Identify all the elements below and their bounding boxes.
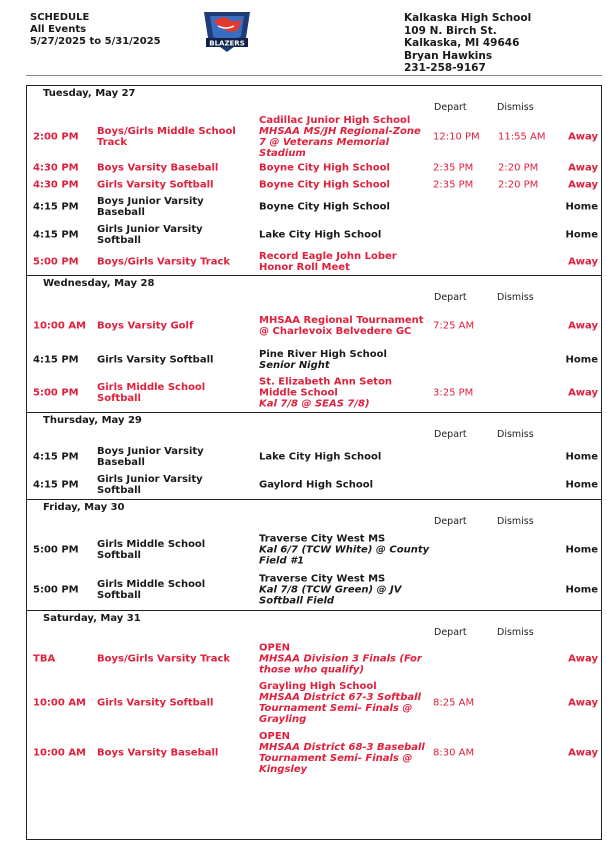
opponent-name: St. Elizabeth Ann Seton Middle School (259, 376, 393, 399)
event-opponent (259, 574, 431, 607)
schedule-subtitle: All Events (30, 24, 87, 35)
event-location: Home (565, 544, 598, 556)
day-section (27, 611, 601, 779)
event-location: Away (568, 653, 598, 665)
opponent-name: Boyne City High School (259, 201, 390, 213)
event-time: 4:15 PM (33, 479, 79, 491)
event-name: Girls Middle School Softball (97, 579, 206, 601)
event-row (27, 639, 601, 679)
depart-time: 7:25 AM (433, 320, 475, 332)
event-name: Girls Varsity Softball (97, 697, 214, 709)
depart-header: Depart (434, 292, 467, 303)
event-row (27, 679, 601, 727)
event-time: 4:15 PM (33, 451, 79, 463)
event-time: 2:00 PM (33, 131, 79, 143)
day-title: Saturday, May 31 (43, 613, 141, 624)
day-section (27, 276, 601, 413)
day-title: Tuesday, May 27 (43, 88, 136, 99)
opponent-name: OPEN (259, 642, 291, 654)
event-name: Girls Middle School Softball (97, 382, 206, 404)
event-name: Girls Varsity Softball (97, 179, 214, 191)
event-opponent (259, 480, 431, 491)
school-info (404, 12, 531, 75)
depart-time: 3:25 PM (433, 387, 474, 399)
event-location: Away (568, 131, 598, 143)
event-note: MHSAA Division 3 Finals (For those who qualify) (259, 653, 422, 676)
event-name: Boys Junior Varsity Baseball (97, 446, 204, 468)
event-note: Senior Night (259, 360, 330, 371)
event-location: Away (568, 256, 598, 268)
dismiss-header: Dismiss (497, 429, 534, 440)
opponent-name: OPEN (259, 731, 291, 742)
day-title: Thursday, May 29 (43, 415, 142, 426)
event-row (27, 443, 601, 471)
event-opponent (259, 180, 431, 191)
event-opponent (259, 681, 431, 725)
event-time: 5:00 PM (33, 584, 79, 596)
school-address: 109 N. Birch St. (404, 24, 497, 37)
event-time: 4:15 PM (33, 201, 79, 213)
schedule-table (26, 85, 602, 840)
event-opponent (259, 349, 431, 371)
event-time: 4:30 PM (33, 162, 79, 173)
opponent-name: Lake City High School (259, 229, 382, 241)
school-name: Kalkaska High School (404, 12, 532, 24)
event-row (27, 177, 601, 193)
event-time: 10:00 AM (33, 697, 87, 709)
column-headers (27, 514, 601, 530)
event-time: 4:15 PM (33, 354, 79, 366)
depart-time: 2:35 PM (433, 179, 474, 191)
event-row (27, 570, 601, 610)
event-row (27, 530, 601, 570)
event-name: Boys/Girls Varsity Track (97, 653, 231, 665)
event-note: MHSAA District 67-3 Softball Tournament Semi- Finals @ Grayling (259, 692, 421, 725)
depart-header: Depart (434, 627, 467, 638)
opponent-name: Gaylord High School (259, 479, 374, 491)
event-time: 10:00 AM (33, 320, 87, 332)
event-location: Away (568, 179, 598, 191)
event-note: MHSAA District 68-3 Baseball Tournament Semi- Finals @ Kingsley (259, 742, 425, 775)
event-row (27, 221, 601, 249)
event-name: Girls Junior Varsity Softball (97, 224, 203, 246)
depart-time: 12:10 PM (433, 131, 480, 143)
event-location: Away (568, 697, 598, 709)
dismiss-header: Dismiss (497, 627, 534, 638)
event-time: 4:30 PM (33, 179, 79, 191)
event-name: Boys Junior Varsity Baseball (97, 196, 204, 218)
opponent-name: Traverse City West MS (259, 573, 386, 585)
event-row (27, 374, 601, 412)
opponent-name: Lake City High School (259, 451, 382, 463)
opponent-name: Grayling High School (259, 681, 377, 692)
event-opponent (259, 534, 431, 567)
event-row (27, 306, 601, 346)
event-row (27, 158, 601, 177)
opponent-name: Pine River High School (259, 349, 387, 360)
event-name: Boys Varsity Golf (97, 320, 194, 332)
event-location: Away (568, 162, 598, 173)
dismiss-header: Dismiss (497, 102, 534, 113)
event-row (27, 249, 601, 275)
opponent-name: Boyne City High School (259, 162, 390, 173)
event-opponent (259, 162, 431, 173)
event-name: Girls Middle School Softball (97, 539, 206, 561)
event-time: 5:00 PM (33, 256, 79, 268)
schedule-date-range: 5/27/2025 to 5/31/2025 (30, 36, 161, 47)
event-location: Home (565, 201, 598, 213)
event-location: Away (568, 747, 598, 759)
event-name: Boys Varsity Baseball (97, 162, 219, 173)
day-section (27, 500, 601, 611)
column-headers (27, 290, 601, 306)
day-section (27, 413, 601, 500)
depart-header: Depart (434, 429, 467, 440)
depart-time: 2:35 PM (433, 162, 474, 173)
depart-header: Depart (434, 516, 467, 527)
depart-time: 8:30 AM (433, 747, 475, 759)
event-time: TBA (33, 653, 56, 665)
event-row (27, 193, 601, 221)
blazers-logo (200, 8, 254, 54)
depart-header: Depart (434, 102, 467, 113)
event-name: Girls Varsity Softball (97, 354, 214, 366)
opponent-name: Traverse City West MS (259, 533, 386, 545)
event-opponent (259, 315, 431, 337)
school-city: Kalkaska, MI 49646 (404, 37, 520, 49)
school-contact: Bryan Hawkins (404, 49, 493, 62)
event-name: Boys/Girls Varsity Track (97, 256, 231, 268)
event-name: Boys/Girls Middle School Track (97, 126, 236, 148)
event-time: 4:15 PM (33, 229, 79, 241)
event-name: Girls Junior Varsity Softball (97, 474, 203, 496)
day-section (27, 86, 601, 276)
dismiss-header: Dismiss (497, 292, 534, 303)
school-phone: 231-258-9167 (404, 62, 486, 74)
event-row (27, 471, 601, 499)
event-opponent (259, 115, 431, 159)
event-row (27, 116, 601, 158)
event-opponent (259, 643, 431, 676)
event-location: Home (565, 584, 598, 596)
column-headers (27, 625, 601, 639)
event-time: 5:00 PM (33, 544, 79, 556)
schedule-title: SCHEDULE (30, 12, 90, 23)
day-title: Friday, May 30 (43, 502, 125, 513)
opponent-name: Boyne City High School (259, 179, 390, 191)
dismiss-time: 11:55 AM (498, 131, 546, 143)
column-headers (27, 100, 601, 116)
event-location: Home (565, 479, 598, 491)
opponent-name: MHSAA Regional Tournament @ Charlevoix Belvedere GC (259, 315, 424, 337)
event-row (27, 727, 601, 779)
event-opponent (259, 202, 431, 213)
event-note: Kal 7/8 @ SEAS 7/8) (259, 398, 370, 410)
schedule-heading (30, 12, 161, 48)
event-time: 5:00 PM (33, 387, 79, 399)
event-note: Kal 6/7 (TCW White) @ County Field #1 (259, 544, 430, 567)
page-header (0, 0, 607, 78)
event-location: Away (568, 387, 598, 399)
event-opponent (259, 230, 431, 241)
event-location: Home (565, 354, 598, 366)
header-divider (26, 75, 602, 76)
event-opponent (259, 251, 431, 273)
opponent-name: Record Eagle John Lober Honor Roll Meet (259, 251, 397, 273)
event-location: Home (565, 229, 598, 241)
day-title: Wednesday, May 28 (43, 278, 155, 289)
event-opponent (259, 377, 431, 410)
event-name: Boys Varsity Baseball (97, 747, 219, 759)
event-note: Kal 7/8 (TCW Green) @ JV Softball Field (259, 584, 402, 607)
dismiss-time: 2:20 PM (498, 179, 539, 191)
event-time: 10:00 AM (33, 747, 87, 759)
dismiss-time: 2:20 PM (498, 162, 539, 173)
event-note: MHSAA MS/JH Regional-Zone 7 @ Veterans Memorial Stadium (259, 126, 421, 159)
event-location: Home (565, 451, 598, 463)
depart-time: 8:25 AM (433, 697, 475, 709)
dismiss-header: Dismiss (497, 516, 534, 527)
event-row (27, 346, 601, 374)
opponent-name: Cadillac Junior High School (259, 115, 411, 126)
event-location: Away (568, 320, 598, 332)
event-opponent (259, 731, 431, 775)
svg-text:BLAZERS: BLAZERS (209, 39, 245, 48)
event-opponent (259, 452, 431, 463)
column-headers (27, 427, 601, 443)
